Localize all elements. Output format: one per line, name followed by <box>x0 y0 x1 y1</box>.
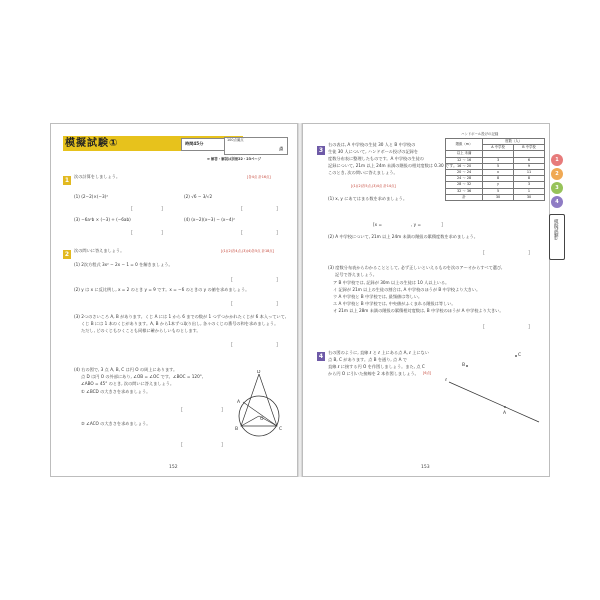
q2-part4-line2: 点 D は円 O の外部にあり, ∠OB = ∠OC です。∠BOC = 120°, <box>81 374 204 379</box>
answer-bracket: [ <box>131 230 133 236</box>
page-number-right: 153 <box>421 465 430 470</box>
question-number-4: 4 <box>318 353 324 360</box>
answer-bracket: ] <box>276 277 278 283</box>
point-c <box>515 355 517 357</box>
answer-bracket: [ <box>181 407 183 413</box>
q3-part1: (1) x, y にあてはまる数を求めましょう。 <box>328 196 408 201</box>
table-class-head-b: 未満 <box>464 151 472 156</box>
q4-text-line4: から円 O に引いた接線を 2 本作図しましょう。 <box>328 371 419 376</box>
table-cell: 6 <box>514 157 545 163</box>
table-cell: 12 〜 16 <box>446 157 483 163</box>
segment-ac <box>243 402 277 426</box>
question-number-3: 3 <box>318 147 324 154</box>
index-tab-2[interactable]: 2 <box>551 168 563 180</box>
table-cell: x <box>483 169 514 175</box>
q1-part2: (2) √6 − 3/√2 <box>184 194 213 199</box>
time-label: 時間45分 <box>185 141 204 146</box>
q2-part4-line1: (4) 右の図で, 3 点 A, B, C は円 O の周上にあります。 <box>74 367 178 372</box>
q3-option-i: イ 記録が 21m 以上の生徒の割合は, A 中学校のほうが B 中学校より大きい。 <box>333 287 481 292</box>
table-cell: 8 <box>514 176 545 182</box>
table-cell: 11 <box>514 169 545 175</box>
q3-part2: (2) A 中学校について, 21m 以上 24m 未満の階級の累積度数を求めましょう。 <box>328 234 478 239</box>
question-number-2: 2 <box>64 251 70 258</box>
answer-bracket: ] <box>276 230 278 236</box>
table-cell: 計 <box>446 194 483 200</box>
q1-part3: (3) −6a²b × (−3) ÷ (−6ab) <box>74 217 131 222</box>
label-l: ℓ <box>445 378 447 383</box>
q2-part3-line2: くじ B には 1 本のくじがあります。A, B から1本ずつ取り出し, 各々のくじの番号の和を求めましょう。 <box>81 321 279 326</box>
table-cell: 1 <box>514 188 545 194</box>
q4-text-line2: 点 B, C があります。点 B を通り, 点 A で <box>328 357 407 362</box>
table-title: ハンドボール投げの記録 <box>461 132 499 136</box>
table-cell: 30 <box>514 194 545 200</box>
q3-points: [(1)(2)各5点,(3)4点 計14点] <box>351 184 396 188</box>
q3-option-a: ア B 中学校では, 記録が 30m 以上の生徒は 10 人以上いる。 <box>333 280 450 285</box>
label-b: B <box>235 427 239 432</box>
table-cell: 20 〜 24 <box>446 169 483 175</box>
table-cell: y <box>483 182 514 188</box>
answer-bracket: ] <box>221 407 223 413</box>
page-number-left: 152 <box>169 465 178 470</box>
q1-intro: 次の計算をしましょう。 <box>74 174 121 179</box>
q2-part3-line1: (3) 2つのさいころ A, B があります。くじ A には 1 から 6 までの数が 1 つずつかかれたくじが 6 本入っていて, <box>74 314 287 319</box>
page-title: 模擬試験① <box>65 138 119 149</box>
q2-part4-sub1: ① ∠BCD の大きさを求めましょう。 <box>81 389 151 394</box>
q3-text-line5: このとき, 次の問いに答えましょう。 <box>328 170 398 175</box>
index-tab-active[interactable] <box>549 214 565 260</box>
table-cell: 30 <box>483 194 514 200</box>
q3-text-line2: 生徒 30 人について, ハンドボール投げの記録を <box>328 149 419 154</box>
q1-points: [各4点 計16点] <box>247 175 271 179</box>
answer-bracket: ] <box>528 250 530 256</box>
answer-bracket: [ <box>241 206 243 212</box>
q1-part1: (1) (2−2)×(−3)² <box>74 194 108 199</box>
table-cell: 9 <box>514 163 545 169</box>
left-page <box>50 123 298 477</box>
answer-bracket: ] <box>161 230 163 236</box>
label-a: A <box>237 400 241 405</box>
answer-bracket: ] <box>276 301 278 307</box>
book-spread <box>50 123 559 477</box>
q2-part2: (2) y は x に反比例し, x = 2 のとき y = 9 です。x = −6 のときの y の値を求めましょう。 <box>74 287 250 292</box>
q3-text-line1: 右の表は, A 中学校の生徒 30 人と B 中学校の <box>328 142 416 147</box>
answer-bracket: ] <box>276 342 278 348</box>
table-cell: 5 <box>483 163 514 169</box>
table-cell: 3 <box>483 157 514 163</box>
index-tab-1[interactable]: 1 <box>551 154 563 166</box>
table-header-frequency: 度数（人） <box>483 139 545 145</box>
q3-part3-line1: (3) 度数分布表からわかることとして, 必ず正しいといえるものを次のア〜オからすべて選び, <box>328 265 503 270</box>
label-o: O <box>260 417 264 422</box>
table-cell: 24 〜 28 <box>446 176 483 182</box>
q3-text-line3: 度数分布表に整理したものです。A 中学校の生徒の <box>328 156 424 161</box>
q3-part1-answer-x: [x = <box>373 222 382 227</box>
table-header-b: B 中学校 <box>514 145 545 151</box>
answer-bracket: [ <box>231 277 233 283</box>
table-header-class: 階級（m） <box>446 139 483 151</box>
q2-part4-sub2: ② ∠ACO の大きさを求めましょう。 <box>81 421 151 426</box>
table-class-head-a: 以上 <box>456 151 464 156</box>
q2-points: [(1)(2)各4点,(3)(4)各5点 計18点] <box>221 249 274 253</box>
answer-bracket: ] <box>276 206 278 212</box>
time-box <box>181 138 225 151</box>
answer-bracket: ] <box>161 206 163 212</box>
construction-figure <box>443 352 549 452</box>
label-c: C <box>518 353 522 358</box>
answer-reference: ➡ 解答・解説は別冊22・23ページ <box>207 157 262 161</box>
answer-bracket: [ <box>241 230 243 236</box>
label-c: C <box>279 427 283 432</box>
point-a <box>504 406 506 408</box>
right-page <box>302 123 559 477</box>
q3-part3-line2: 記号で答えましょう。 <box>335 272 377 277</box>
answer-bracket: ] <box>441 222 443 228</box>
label-b: B <box>462 363 466 368</box>
answer-bracket: [ <box>181 442 183 448</box>
q3-text-line4: 記録について, 21m 以上 24m 未満の階級の相対度数は 0.30 です。 <box>328 163 458 168</box>
q3-option-e: エ A 中学校と B 中学校では, 中央値がふくまれる階級は等しい。 <box>333 301 456 306</box>
q3-option-u: ウ A 中学校と B 中学校では, 最頻値は等しい。 <box>333 294 423 299</box>
table-cell: 16 〜 20 <box>446 163 483 169</box>
line-l <box>449 382 539 422</box>
table-cell: 8 <box>483 176 514 182</box>
table-cell: 32 〜 36 <box>446 188 483 194</box>
answer-bracket: ] <box>528 324 530 330</box>
q1-part4: (4) (x−2)(x−3) − (x−4)² <box>184 217 235 222</box>
answer-bracket: [ <box>483 324 485 330</box>
q3-option-o: オ 21m 以上 28m 未満の階級の累積相対度数は, B 中学校のほうが A 中学校より大きい。 <box>333 308 504 313</box>
answer-bracket: [ <box>231 301 233 307</box>
answer-bracket: ] <box>221 442 223 448</box>
answer-bracket: [ <box>131 206 133 212</box>
table-cell: 5 <box>483 188 514 194</box>
q2-intro: 次の問いに答えましょう。 <box>74 248 125 253</box>
score-box <box>224 137 288 155</box>
index-tab-3[interactable]: 3 <box>551 182 563 194</box>
table-total-row <box>446 194 545 200</box>
q4-points: [6点] <box>423 371 432 375</box>
score-label: 100点満点 <box>227 138 244 142</box>
index-tab-4[interactable]: 4 <box>551 196 563 208</box>
q2-part3-line3: ただし, どのくじもひくことも同様に確からしいものとします。 <box>81 328 201 333</box>
q2-part1: (1) 2次方程式 3x² − 2x − 1 = 0 を解きましょう。 <box>74 262 173 267</box>
question-number-1: 1 <box>64 177 70 184</box>
label-a: A <box>503 411 507 416</box>
q3-part1-answer-y: , y = <box>411 222 421 227</box>
table-cell: 28 〜 32 <box>446 182 483 188</box>
table-cell: 3 <box>514 182 545 188</box>
frequency-table <box>445 138 545 201</box>
label-d: D <box>257 370 261 375</box>
table-header-a: A 中学校 <box>483 145 514 151</box>
answer-bracket: [ <box>483 250 485 256</box>
answer-bracket: [ <box>231 342 233 348</box>
circle-figure <box>229 370 289 444</box>
q2-part4-line3: ∠ABO = 45° のとき, 次の問いに答えましょう。 <box>81 381 175 386</box>
q4-text-line1: 右の図のように, 直線 ℓ と ℓ 上にある点 A, ℓ 上にない <box>328 350 429 355</box>
q4-text-line3: 直線 ℓ に接する円 O を作図しましょう。また, 点 C <box>328 364 425 369</box>
index-tab-active-label: 模擬試験① <box>553 219 559 242</box>
point-b <box>466 365 468 367</box>
score-unit: 点 <box>279 146 284 151</box>
